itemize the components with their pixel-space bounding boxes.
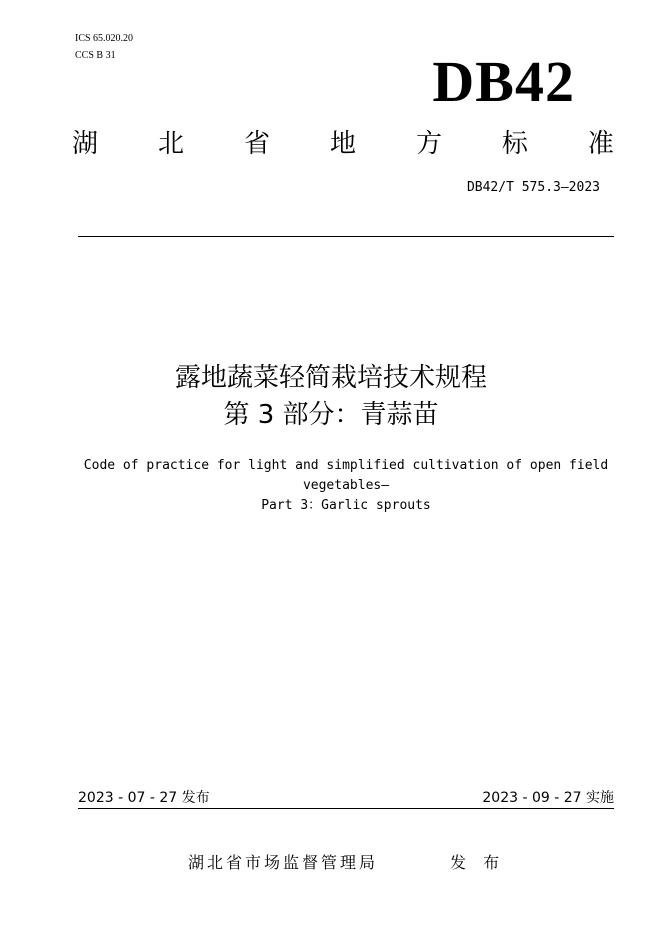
standard-type-char: 准 xyxy=(587,129,614,159)
top-divider xyxy=(78,236,614,237)
standard-logo-code: DB42 xyxy=(432,49,575,114)
english-title-line2: vegetables— xyxy=(302,478,390,493)
bottom-divider xyxy=(78,808,614,809)
implement-date: 2023 - 09 - 27 实施 xyxy=(482,790,614,806)
issuing-authority: 湖北省市场监督管理局 xyxy=(188,853,379,872)
english-title xyxy=(70,456,622,516)
standard-type-char: 省 xyxy=(243,129,270,159)
ccs-code: CCS B 31 xyxy=(75,50,116,61)
standard-type-char: 湖 xyxy=(72,129,99,159)
chinese-title-line2: 第 3 部分：青蒜苗 xyxy=(223,400,439,430)
standard-type-char: 方 xyxy=(415,129,442,159)
standard-number: DB42/T 575.3—2023 xyxy=(466,180,600,195)
standard-type-char: 北 xyxy=(157,129,184,159)
standard-type-char: 地 xyxy=(329,129,356,159)
standard-type-heading xyxy=(72,124,614,164)
ics-code: ICS 65.020.20 xyxy=(75,33,134,44)
standard-type-char: 标 xyxy=(501,129,528,159)
publish-date: 2023 - 07 - 27 发布 xyxy=(78,790,210,806)
english-title-line1: Code of practice for light and simplified cultivation of open field xyxy=(83,458,609,473)
issue-label: 发 布 xyxy=(450,853,506,872)
english-title-line3: Part 3：Garlic sprouts xyxy=(261,498,431,513)
chinese-title-line1: 露地蔬菜轻简栽培技术规程 xyxy=(174,363,487,393)
